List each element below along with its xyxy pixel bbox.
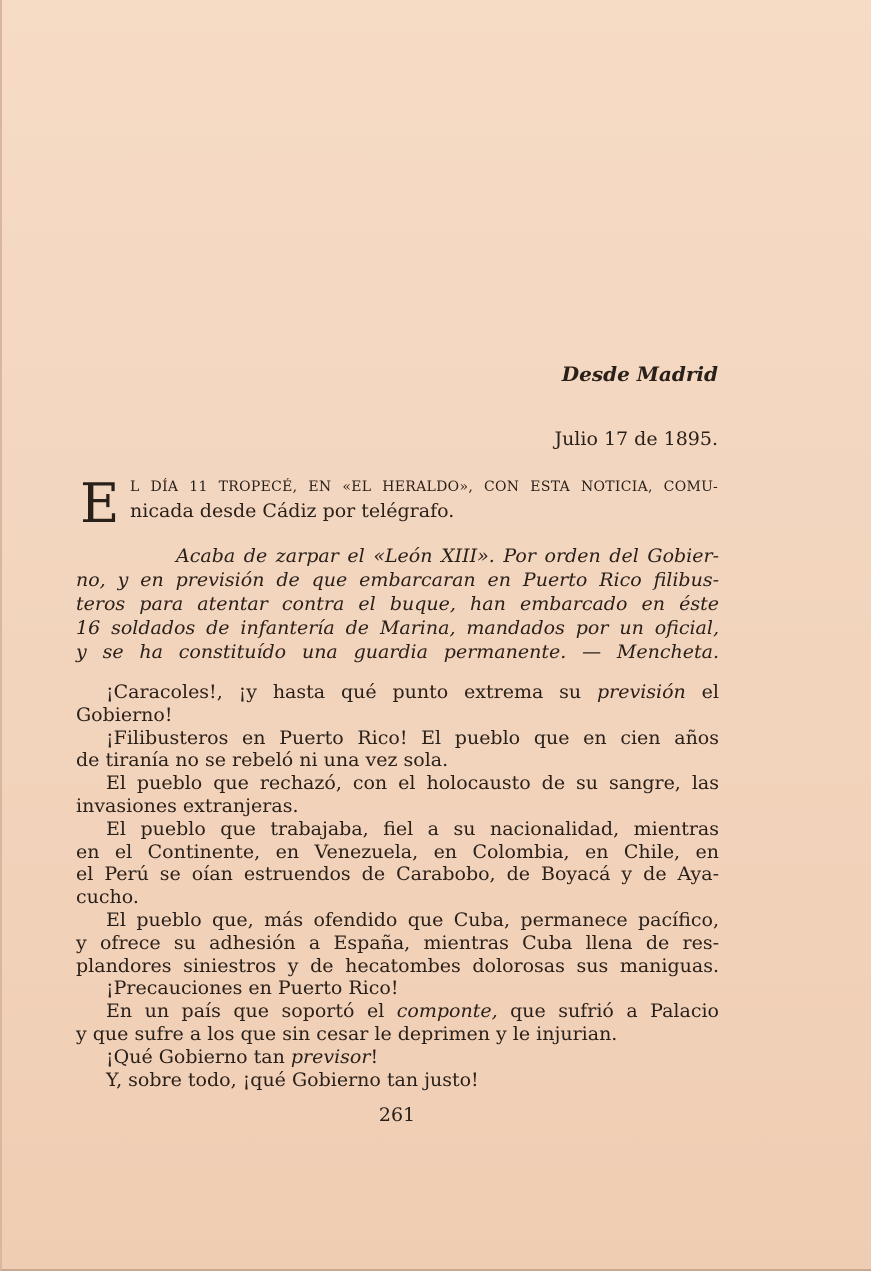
- body-line: el Perú se oían estruendos de Carabobo, de Boyacá y de Aya-: [76, 863, 719, 886]
- body-line: y que sufre a los que sin cesar le deprimen y le injurian.: [76, 1022, 618, 1045]
- opening-paragraph: [80, 472, 718, 535]
- dateline: Julio 17 de 1895.: [554, 428, 718, 450]
- quote-line: y se ha constituído una guardia permanente. — Mencheta.: [76, 641, 719, 663]
- body-line: de tiranía no se rebeló ni una vez sola.: [76, 749, 449, 772]
- quote-line: Acaba de zarpar el «León XIII». Por orden del Gobier-: [176, 545, 719, 567]
- page-number: 261: [378, 1104, 416, 1126]
- body-line: plandores siniestros y de hecatombes dolorosas sus maniguas.: [76, 954, 719, 977]
- telegram-quote: [76, 544, 719, 664]
- quote-line: teros para atentar contra el buque, han embarcado en éste: [76, 593, 719, 615]
- quote-line: 16 soldados de infantería de Marina, mandados por un oficial,: [76, 617, 719, 639]
- text-run: En un país que soportó el: [106, 1000, 397, 1023]
- text-run: !: [370, 1045, 379, 1068]
- text-run: el: [685, 681, 719, 703]
- body-line: El pueblo que trabajaba, fiel a su nacionalidad, mientras: [106, 817, 719, 840]
- body-line: [76, 681, 719, 704]
- body-line: cucho.: [76, 886, 139, 909]
- drop-cap: E: [80, 472, 120, 535]
- italic-run: componte,: [396, 1000, 498, 1023]
- opening-line-1: L DÍA 11 TROPECÉ, EN «EL HERALDO», CON ESTA NOTICIA, COMU-: [130, 479, 718, 495]
- body-line: invasiones extranjeras.: [76, 794, 299, 817]
- text-run: ¡Caracoles!, ¡y hasta qué punto extrema su: [106, 681, 597, 703]
- body-line: El pueblo que, más ofendido que Cuba, permanece pacífico,: [106, 908, 719, 931]
- body-line: en el Continente, en Venezuela, en Colombia, en Chile, en: [76, 840, 719, 863]
- body-line: ¡Filibusteros en Puerto Rico! El pueblo que en cien años: [106, 726, 719, 749]
- text-run: ¡Qué Gobierno tan: [106, 1045, 291, 1068]
- body-text: [76, 681, 719, 1091]
- body-line: El pueblo que rechazó, con el holocausto de su sangre, las: [106, 772, 719, 795]
- text-run: que sufrió a Palacio: [497, 1000, 719, 1023]
- quote-line: no, y en previsión de que embarcaran en Puerto Rico filibus-: [76, 569, 719, 591]
- italic-run: previsor: [290, 1045, 371, 1068]
- body-line: Y, sobre todo, ¡qué Gobierno tan justo!: [106, 1068, 479, 1091]
- body-line: Gobierno!: [76, 703, 173, 726]
- body-line: y ofrece su adhesión a España, mientras Cuba llena de res-: [76, 931, 719, 954]
- body-line: ¡Precauciones en Puerto Rico!: [106, 977, 399, 1000]
- body-line: [76, 1000, 719, 1023]
- chapter-title: Desde Madrid: [561, 362, 718, 386]
- italic-run: previsión: [596, 681, 686, 703]
- opening-line-2: nicada desde Cádiz por telégrafo.: [130, 500, 455, 522]
- body-line: [76, 1046, 719, 1069]
